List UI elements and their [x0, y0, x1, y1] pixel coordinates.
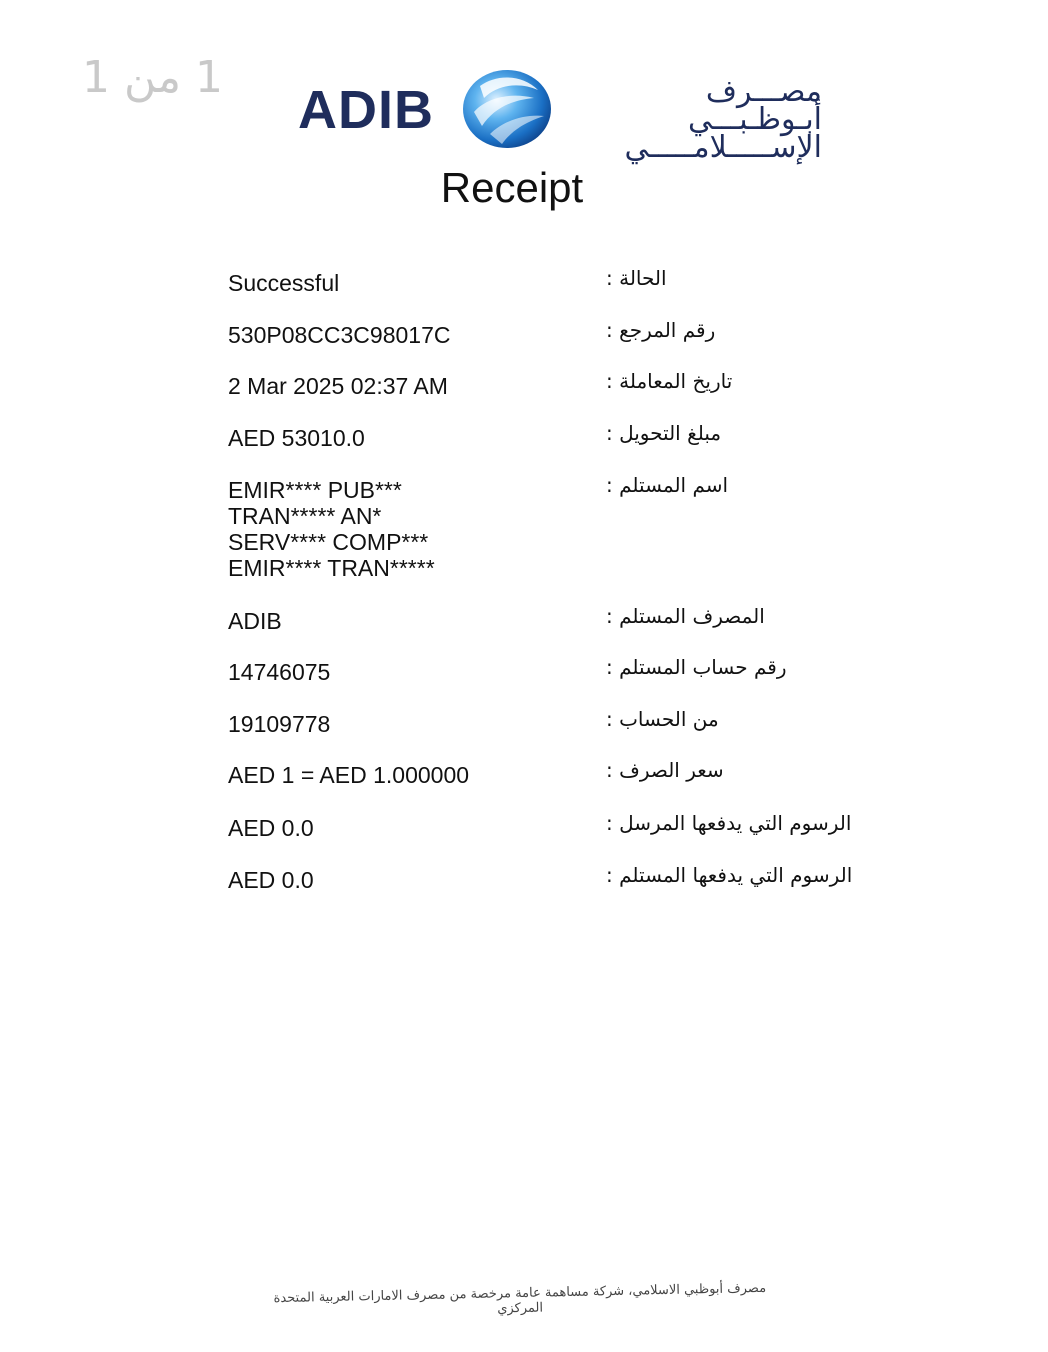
logo-arabic-text [572, 74, 822, 165]
reference-label: رقم المرجع : [606, 318, 716, 342]
sender-fees-label: الرسوم التي يدفعها المرسل : [606, 811, 852, 835]
exchange-rate-value: AED 1 = AED 1.000000 [228, 762, 470, 788]
transfer-amount-value: AED 53010.0 [228, 425, 365, 451]
beneficiary-name-value: EMIR**** PUB*** TRAN***** AN* SERV**** COMP*** EMIR**** TRAN***** [228, 477, 435, 581]
sender-fees-value: AED 0.0 [228, 815, 314, 841]
beneficiary-account-value: 14746075 [228, 659, 331, 685]
reference-value: 530P08CC3C98017C [228, 322, 451, 348]
status-label: الحالة : [606, 266, 667, 290]
receipt-title: Receipt [440, 164, 584, 211]
adib-globe-icon [460, 68, 554, 150]
beneficiary-fees-label: الرسوم التي يدفعها المستلم : [606, 863, 853, 887]
transaction-date-label: تاريخ المعاملة : [606, 369, 733, 393]
beneficiary-account-label: رقم حساب المستلم : [606, 655, 787, 679]
transfer-amount-label: مبلغ التحويل : [606, 421, 722, 445]
logo-arabic-line-1: مصـــرف أبـوظـبـــي [687, 74, 822, 137]
page-counter: 1 من 1 [82, 52, 224, 103]
from-account-label: من الحساب : [606, 707, 719, 731]
beneficiary-fees-value: AED 0.0 [228, 867, 314, 893]
status-value: Successful [228, 270, 340, 296]
beneficiary-bank-label: المصرف المستلم : [606, 604, 765, 628]
exchange-rate-label: سعر الصرف : [606, 758, 724, 782]
logo-latin-text: ADIB [298, 80, 434, 140]
footer-disclaimer: مصرف أبوظبي الاسلامي، شركة مساهمة عامة مرخصة من مصرف الامارات العربية المتحدة المركزي [273, 1280, 767, 1317]
logo-arabic-line-2: الإســـــلامـــــي [624, 130, 822, 165]
beneficiary-name-label: اسم المستلم : [606, 473, 729, 497]
transaction-date-value: 2 Mar 2025 02:37 AM [228, 373, 448, 399]
beneficiary-bank-value: ADIB [228, 608, 282, 634]
from-account-value: 19109778 [228, 711, 331, 737]
